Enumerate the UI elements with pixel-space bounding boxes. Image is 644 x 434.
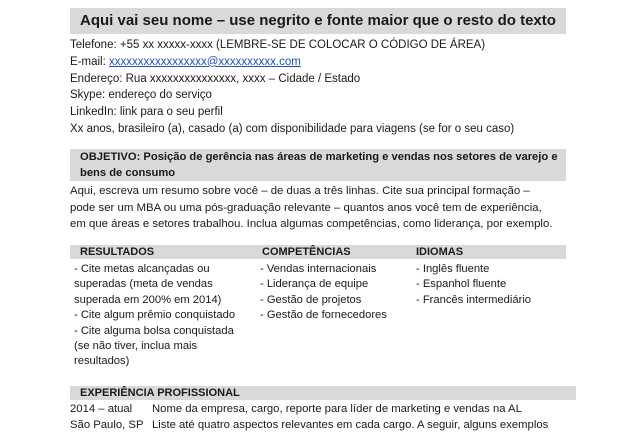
skills-line: - Gestão de projetos	[260, 293, 362, 306]
results-column	[74, 262, 235, 370]
languages-line: - Inglês fluente	[416, 263, 490, 275]
languages-column	[416, 262, 531, 308]
objective-label: OBJETIVO:	[80, 151, 141, 163]
contact-block	[70, 37, 514, 138]
objective-text-2: bens de consumo	[80, 167, 176, 179]
experience-row	[70, 401, 522, 417]
skype-line: Skype: endereço do serviço	[70, 89, 212, 102]
experience-location: São Paulo, SP	[70, 419, 144, 431]
experience-heading: EXPERIÊNCIA PROFISSIONAL	[70, 386, 576, 400]
linkedin-line: LinkedIn: link para o seu perfil	[70, 106, 223, 119]
languages-line: - Francês intermediário	[416, 293, 532, 306]
objective-text-1: Posição de gerência nas áreas de marketing e vendas nos setores de varejo e	[140, 151, 558, 163]
name-heading: Aqui vai seu nome – use negrito e fonte maior que o resto do texto	[70, 8, 566, 34]
address-line: Endereço: Rua xxxxxxxxxxxxxxx, xxxx – Cidade / Estado	[70, 72, 361, 85]
summary-line-3: em que áreas e setores trabalhou. Inclua algumas competências, como liderança, por exemplo.	[70, 218, 553, 230]
results-line: - Cite alguma bolsa conquistada	[74, 324, 234, 337]
summary-line-1: Aqui, escreva um resumo sobre você – de duas a três linhas. Cite sua principal formação –	[70, 185, 530, 197]
skills-line: - Gestão de fornecedores	[260, 309, 387, 322]
email-label: E-mail:	[70, 55, 109, 68]
results-line: resultados)	[74, 355, 130, 368]
skills-heading: COMPETÊNCIAS	[262, 246, 351, 258]
skills-line: - Liderança de equipe	[260, 278, 369, 291]
results-line: superadas (meta de vendas	[74, 278, 213, 291]
summary-block	[70, 183, 570, 233]
email-link[interactable]: xxxxxxxxxxxxxxxxx@xxxxxxxxxx.com	[108, 55, 301, 68]
languages-heading: IDIOMAS	[416, 246, 464, 258]
experience-description: Liste até quatro aspectos relevantes em cada cargo. A seguir, alguns exemplos	[152, 419, 549, 431]
phone-line: Telefone: +55 xx xxxxx-xxxx (LEMBRE-SE DE COLOCAR O CÓDIGO DE ÁREA)	[70, 39, 486, 51]
email-line	[70, 54, 514, 71]
results-line: - Cite metas alcançadas ou	[74, 263, 210, 275]
results-line: superada em 200% em 2014)	[74, 293, 222, 306]
summary-line-2: pode ser um MBA ou uma pós-graduação relevante – quantos anos você tem de experiência,	[70, 201, 542, 214]
results-line: - Cite algum prêmio conquistado	[74, 309, 236, 322]
results-line: (se não tiver, inclua mais	[74, 340, 198, 353]
languages-line: - Espanhol fluente	[416, 278, 507, 291]
experience-period: 2014 – atual	[70, 403, 133, 415]
skills-line: - Vendas internacionais	[260, 263, 377, 275]
personal-line: Xx anos, brasileiro (a), casado (a) com disponibilidade para viagens (se for o seu caso)	[70, 122, 515, 135]
experience-row	[70, 417, 548, 433]
results-heading: RESULTADOS	[80, 246, 155, 258]
experience-description: Nome da empresa, cargo, reporte para líder de marketing e vendas na AL	[152, 403, 522, 415]
skills-column	[260, 262, 387, 324]
objective-band	[70, 149, 566, 181]
objective-line-1	[80, 149, 566, 165]
columns-band	[70, 245, 566, 259]
